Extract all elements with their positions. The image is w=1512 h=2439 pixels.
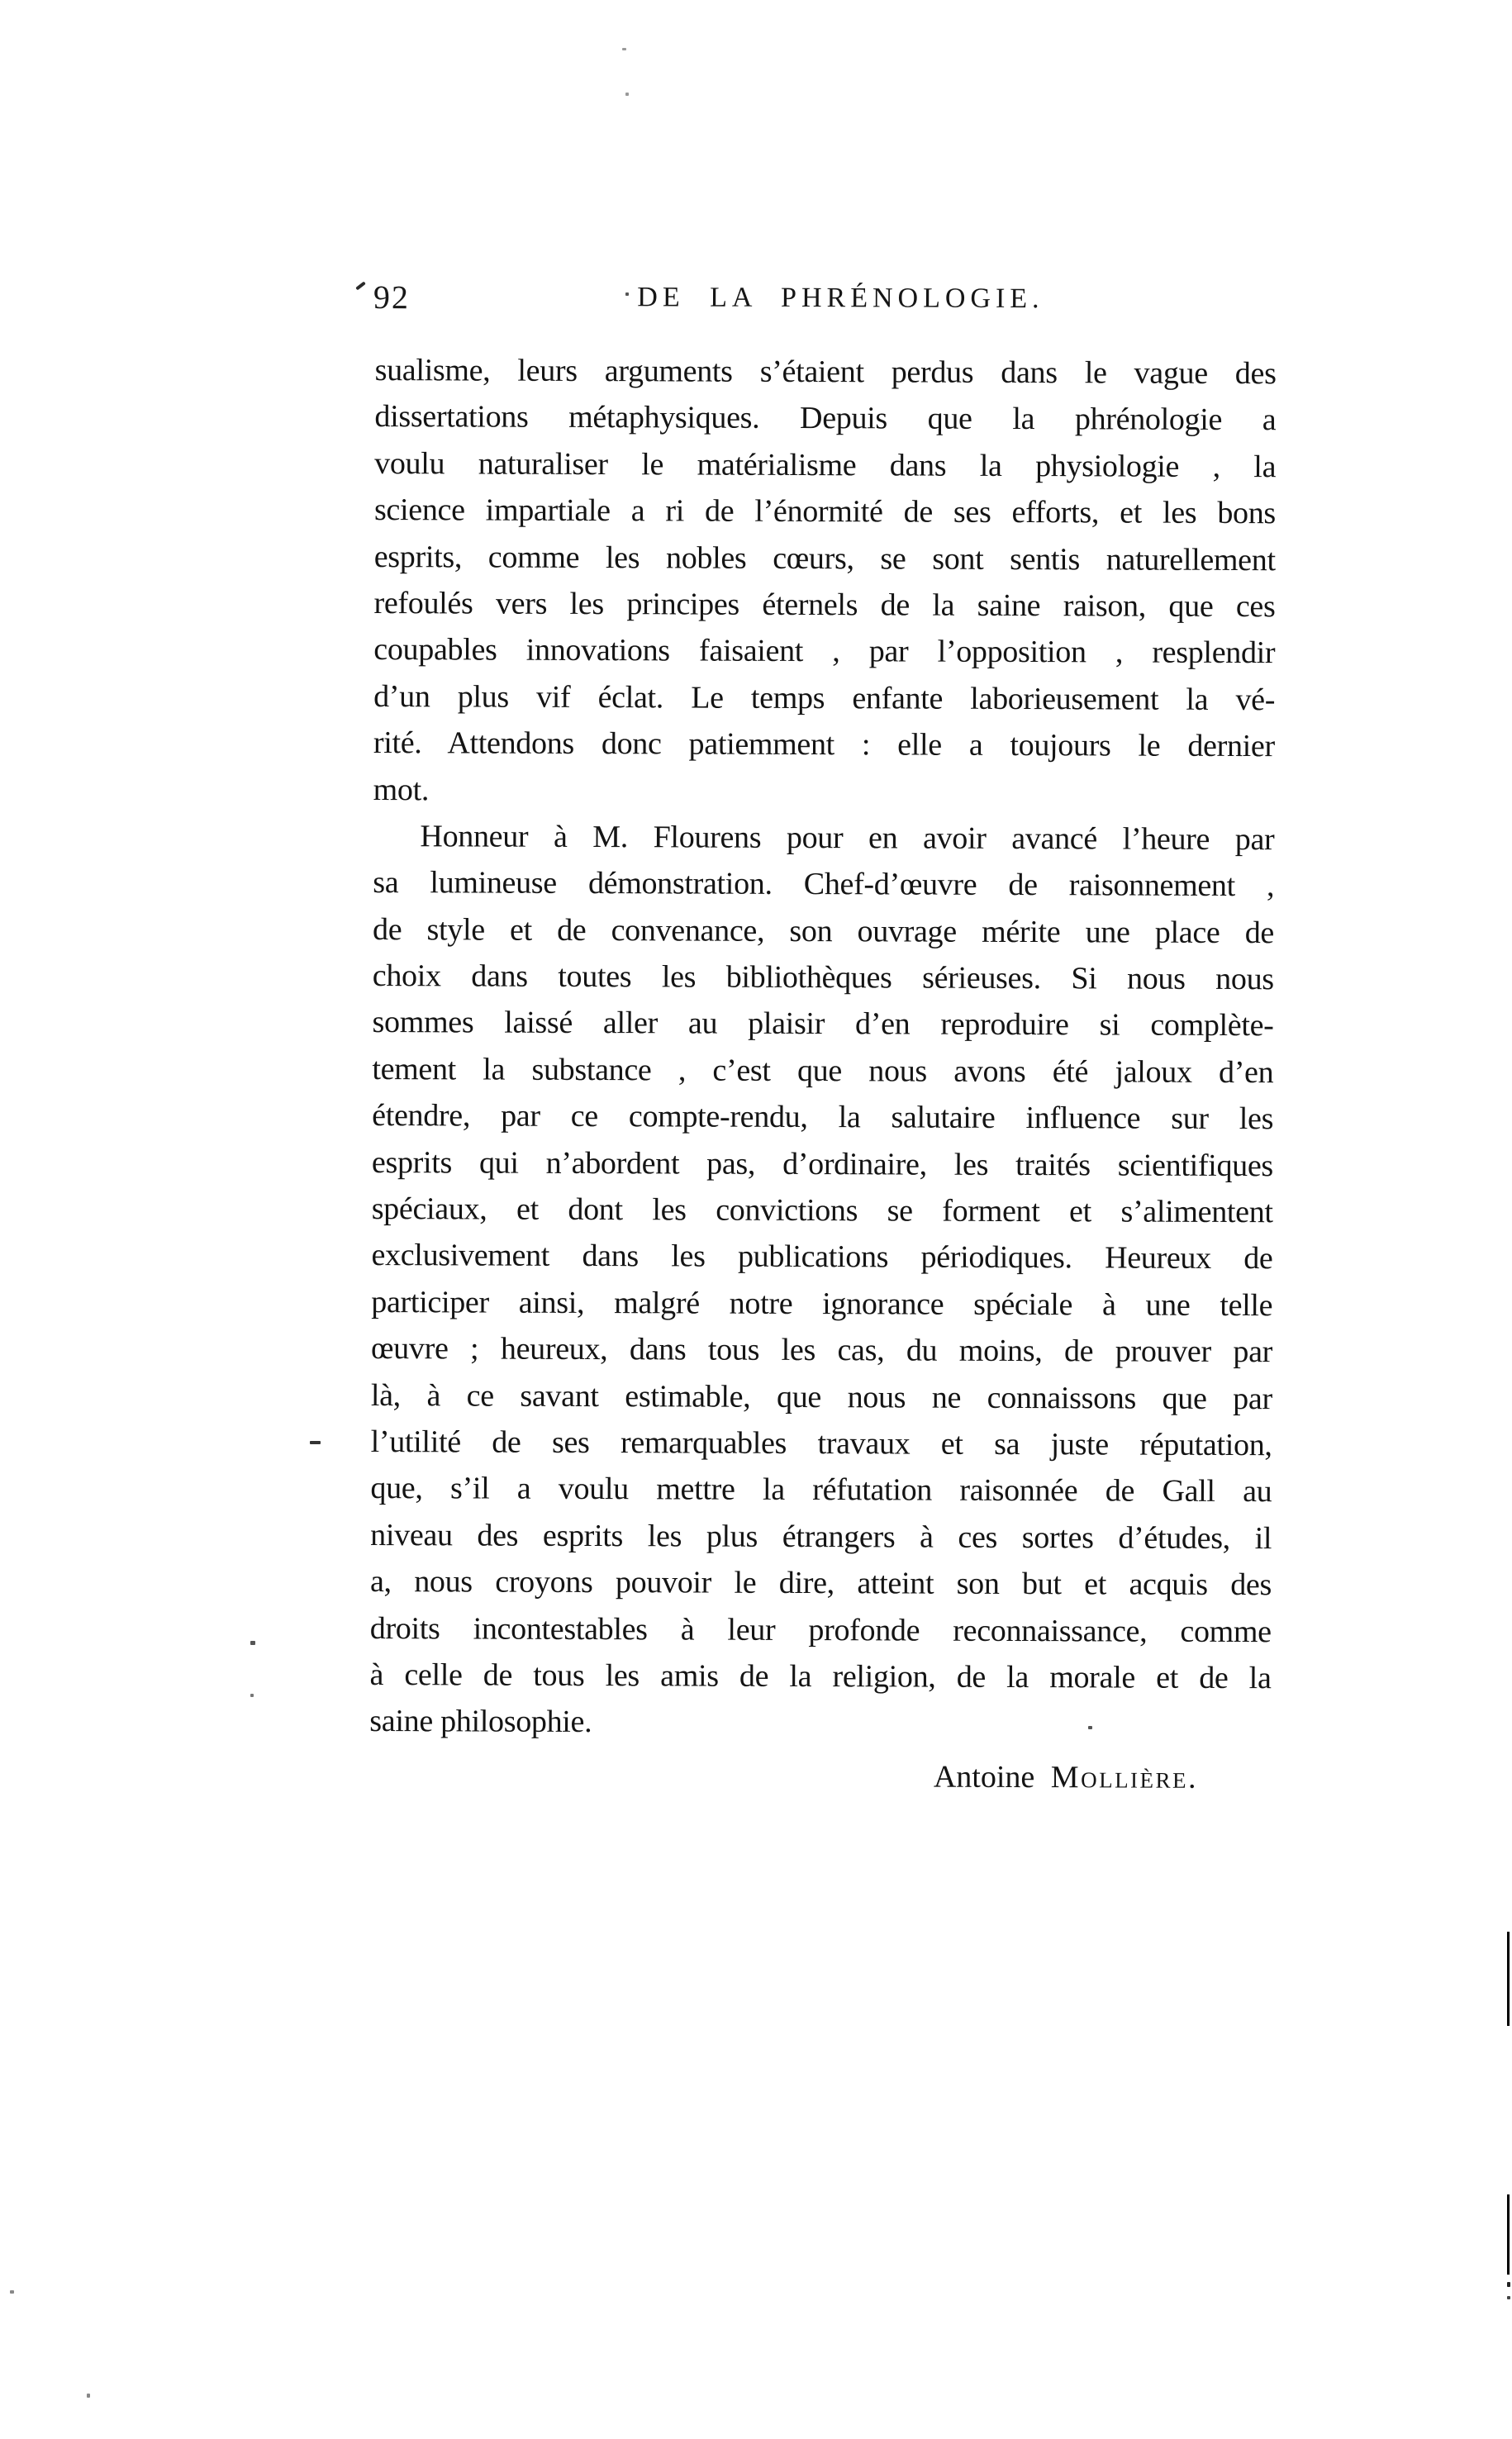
scan-speck	[622, 48, 626, 50]
body-line: sommes laissé aller au plaisir d’en reproduire si complète-	[372, 1005, 1274, 1044]
scan-speck	[10, 2290, 14, 2294]
scan-speck	[625, 93, 629, 96]
body-line: a, nous croyons pouvoir le dire, atteint son but et acquis des	[369, 1564, 1272, 1603]
body-line: esprits, comme les nobles cœurs, se sont sentis naturellement	[373, 539, 1276, 578]
body-line: tement la substance , c’est que nous avons été jaloux d’en	[372, 1051, 1274, 1091]
body-line: dissertations métaphysiques. Depuis que la phrénologie a	[374, 399, 1277, 438]
body-line: voulu naturaliser le matérialisme dans la physiologie , la	[374, 445, 1277, 484]
body-line: étendre, par ce compte-rendu, la salutaire influence sur les	[372, 1098, 1274, 1137]
body-line: que, s’il a voulu mettre la réfutation raisonnée de Gall au	[370, 1471, 1272, 1510]
body-line: esprits qui n’abordent pas, d’ordinaire, les traités scientifiques	[371, 1144, 1274, 1183]
author-last-name: Mollière.	[1050, 1759, 1199, 1795]
body-line: Honneur à M. Flourens pour en avoir avancé l’heure par	[420, 819, 1275, 858]
scan-speck	[87, 2394, 90, 2398]
body-line: refoulés vers les principes éternels de la saine raison, que ces	[373, 585, 1276, 625]
body-line: spéciaux, et dont les convictions se forment et s’alimentent	[371, 1191, 1273, 1230]
body-line: à celle de tous les amis de la religion, de la morale et de la	[369, 1657, 1272, 1696]
author-first-name: Antoine	[933, 1759, 1035, 1795]
body-text	[369, 347, 1276, 1748]
scan-speck	[1507, 2296, 1510, 2299]
scan-speck	[1088, 1726, 1092, 1729]
scan-tick-mark	[355, 281, 366, 290]
body-line: l’utilité de ses remarquables travaux et sa juste réputation,	[370, 1424, 1272, 1463]
body-line: science impartiale a ri de l’énormité de ses efforts, et les bons	[373, 492, 1277, 531]
scan-edge-mark	[1507, 2194, 1510, 2275]
body-line: mot.	[373, 772, 430, 807]
body-line: coupables innovations faisaient , par l’opposition , resplendir	[373, 632, 1276, 671]
scan-edge-mark	[1507, 1932, 1510, 2026]
author-signature	[369, 1752, 1271, 1801]
scan-speck	[1507, 2282, 1510, 2287]
body-line: rité. Attendons donc patiemment : elle a toujours le dernier	[373, 725, 1275, 764]
page-number: 92	[373, 278, 411, 316]
text-block	[369, 274, 1277, 1801]
body-line: œuvre ; heureux, dans tous les cas, du moins, de prouver par	[371, 1331, 1273, 1370]
scan-speck	[250, 1641, 255, 1645]
body-line: d’un plus vif éclat. Le temps enfante laborieusement la vé-	[373, 678, 1276, 717]
running-title: DE LA PHRÉNOLOGIE.	[637, 282, 1044, 315]
body-line: saine philosophie.	[369, 1704, 592, 1740]
page-header	[375, 274, 1277, 329]
body-line: sualisme, leurs arguments s’étaient perdus dans le vague des	[374, 353, 1277, 392]
body-line: droits incontestables à leur profonde reconnaissance, comme	[369, 1610, 1272, 1649]
scan-speck	[250, 1694, 254, 1697]
body-line: là, à ce savant estimable, que nous ne connaissons que par	[370, 1377, 1272, 1416]
body-line: choix dans toutes les bibliothèques sérieuses. Si nous nous	[372, 958, 1274, 997]
body-line: niveau des esprits les plus étrangers à ces sortes d’études, il	[370, 1517, 1272, 1556]
scan-speck	[625, 292, 629, 296]
body-line: de style et de convenance, son ouvrage mérite une place de	[372, 911, 1275, 950]
body-line: sa lumineuse démonstration. Chef-d’œuvre de raisonnement ,	[373, 865, 1275, 904]
scan-speck	[310, 1441, 321, 1444]
body-line: exclusivement dans les publications périodiques. Heureux de	[371, 1238, 1273, 1277]
body-line: participer ainsi, malgré notre ignorance spéciale à une telle	[371, 1284, 1273, 1324]
